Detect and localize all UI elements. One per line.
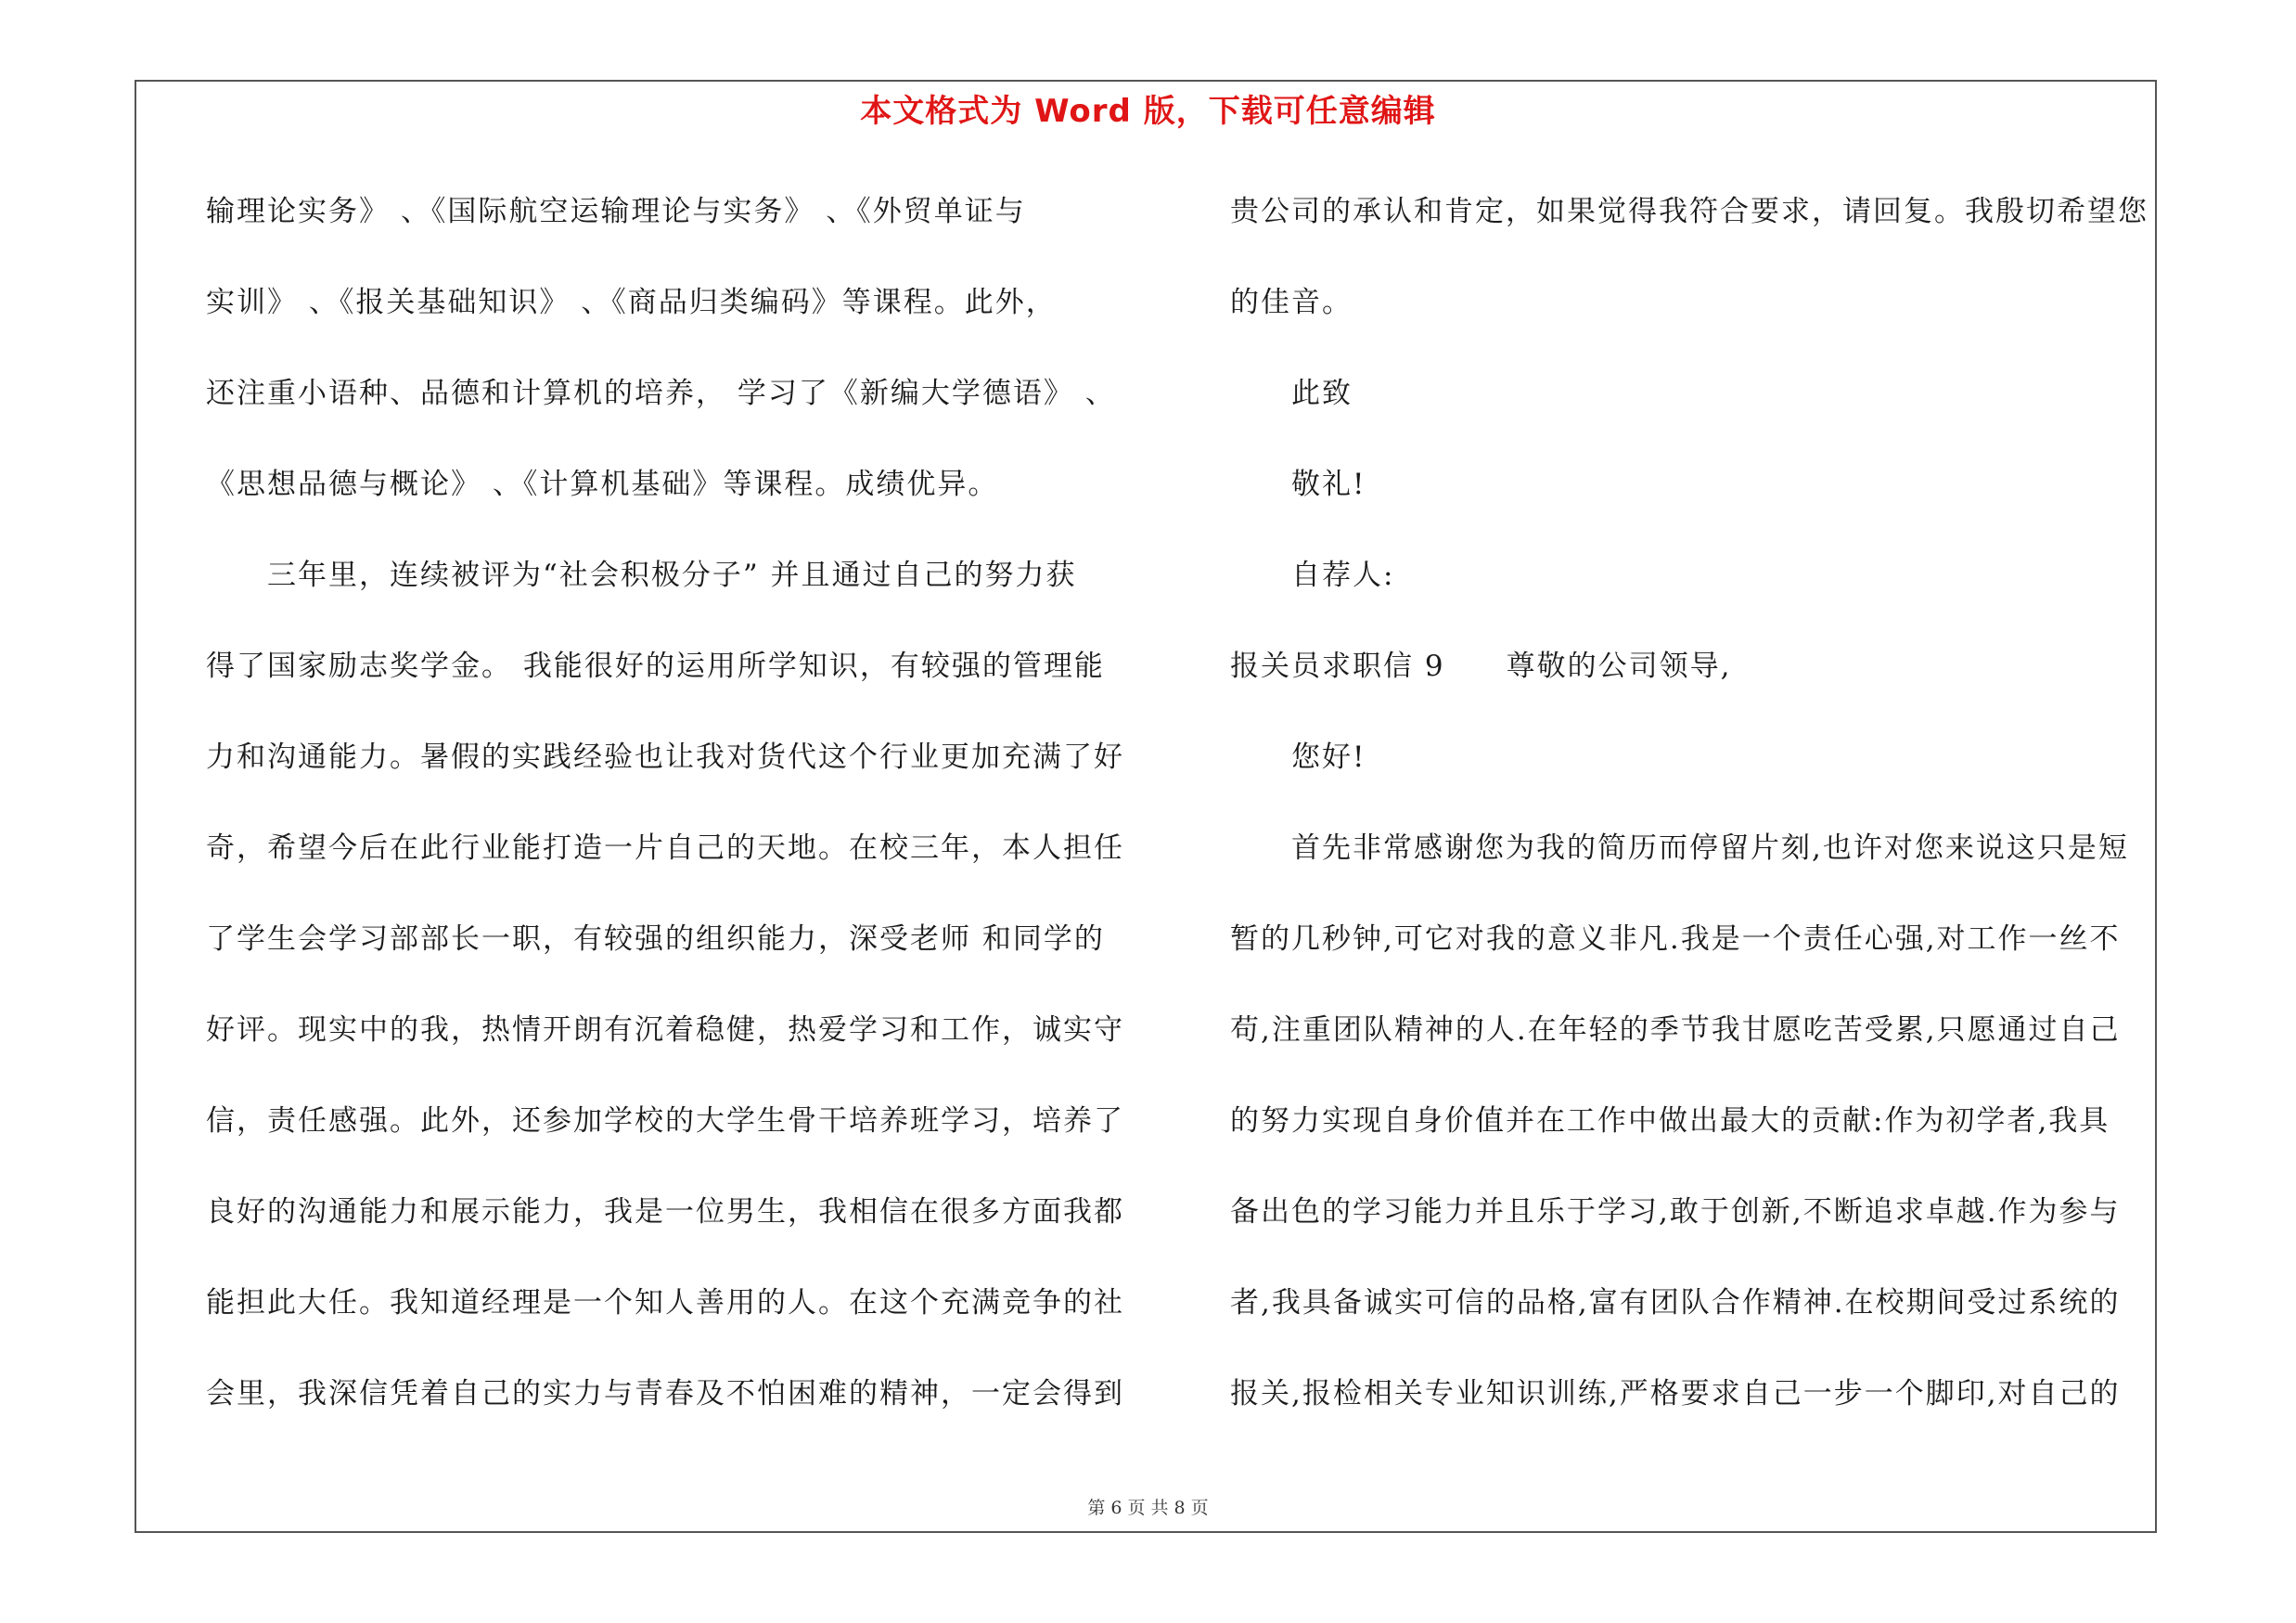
text-line: 得了国家励志奖学金。 我能很好的运用所学知识，有较强的管理能 — [206, 650, 1105, 683]
closing-salutation: 敬礼! — [1230, 468, 1366, 501]
text-line: 者,我具备诚实可信的品格,富有团队合作精神.在校期间受过系统的 — [1230, 1286, 2121, 1320]
text-line: 的佳音。 — [1230, 286, 1353, 319]
right-text-column — [1230, 184, 2158, 1457]
text-line: 了学生会学习部部长一职，有较强的组织能力，深受老师 和同学的 — [206, 922, 1105, 956]
word-format-banner: 本文格式为 Word 版，下载可任意编辑 — [860, 93, 1436, 130]
text-line: 报关,报检相关专业知识训练,严格要求自己一步一个脚印,对自己的 — [1230, 1377, 2121, 1410]
text-line: 首先非常感谢您为我的简历而停留片刻,也许对您来说这只是短 — [1230, 831, 2129, 865]
text-line: 三年里，连续被评为“社会积极分子” 并且通过自己的努力获 — [206, 559, 1077, 592]
greeting: 您好! — [1230, 741, 1366, 774]
text-line: 良好的沟通能力和展示能力，我是一位男生，我相信在很多方面我都 — [206, 1195, 1124, 1229]
signature-label: 自荐人: — [1230, 559, 1395, 592]
text-line: 还注重小语种、品德和计算机的培养， 学习了《新编大学德语》 、 — [206, 377, 1116, 410]
text-line: 《思想品德与概论》 、《计算机基础》等课程。成绩优异。 — [206, 468, 999, 501]
letter-heading: 报关员求职信 9 尊敬的公司领导, — [1230, 650, 1732, 683]
text-line: 信，责任感强。此外，还参加学校的大学生骨干培养班学习，培养了 — [206, 1104, 1124, 1138]
text-line: 好评。现实中的我，热情开朗有沉着稳健，热爱学习和工作，诚实守 — [206, 1013, 1124, 1047]
text-line: 贵公司的承认和肯定，如果觉得我符合要求，请回复。我殷切希望您 — [1230, 195, 2148, 228]
text-line: 的努力实现自身价值并在工作中做出最大的贡献:作为初学者,我具 — [1230, 1104, 2110, 1138]
text-line: 暂的几秒钟,可它对我的意义非凡.我是一个责任心强,对工作一丝不 — [1230, 922, 2121, 956]
text-line: 实训》 、《报关基础知识》 、《商品归类编码》等课程。此外， — [206, 286, 1057, 319]
text-line: 奇，希望今后在此行业能打造一片自己的天地。在校三年，本人担任 — [206, 831, 1124, 865]
page-number-footer: 第 6 页 共 8 页 — [1087, 1498, 1209, 1518]
closing-salutation: 此致 — [1230, 377, 1353, 410]
text-line: 能担此大任。我知道经理是一个知人善用的人。在这个充满竞争的社 — [206, 1286, 1124, 1320]
text-line: 输理论实务》 、《国际航空运输理论与实务》 、《外贸单证与 — [206, 195, 1026, 228]
text-line: 力和沟通能力。暑假的实践经验也让我对货代这个行业更加充满了好 — [206, 741, 1124, 774]
text-line: 备出色的学习能力并且乐于学习,敢于创新,不断追求卓越.作为参与 — [1230, 1195, 2121, 1229]
left-text-column — [206, 184, 1134, 1457]
text-line: 会里，我深信凭着自己的实力与青春及不怕困难的精神，一定会得到 — [206, 1377, 1124, 1410]
text-line: 苟,注重团队精神的人.在年轻的季节我甘愿吃苦受累,只愿通过自己 — [1230, 1013, 2121, 1047]
